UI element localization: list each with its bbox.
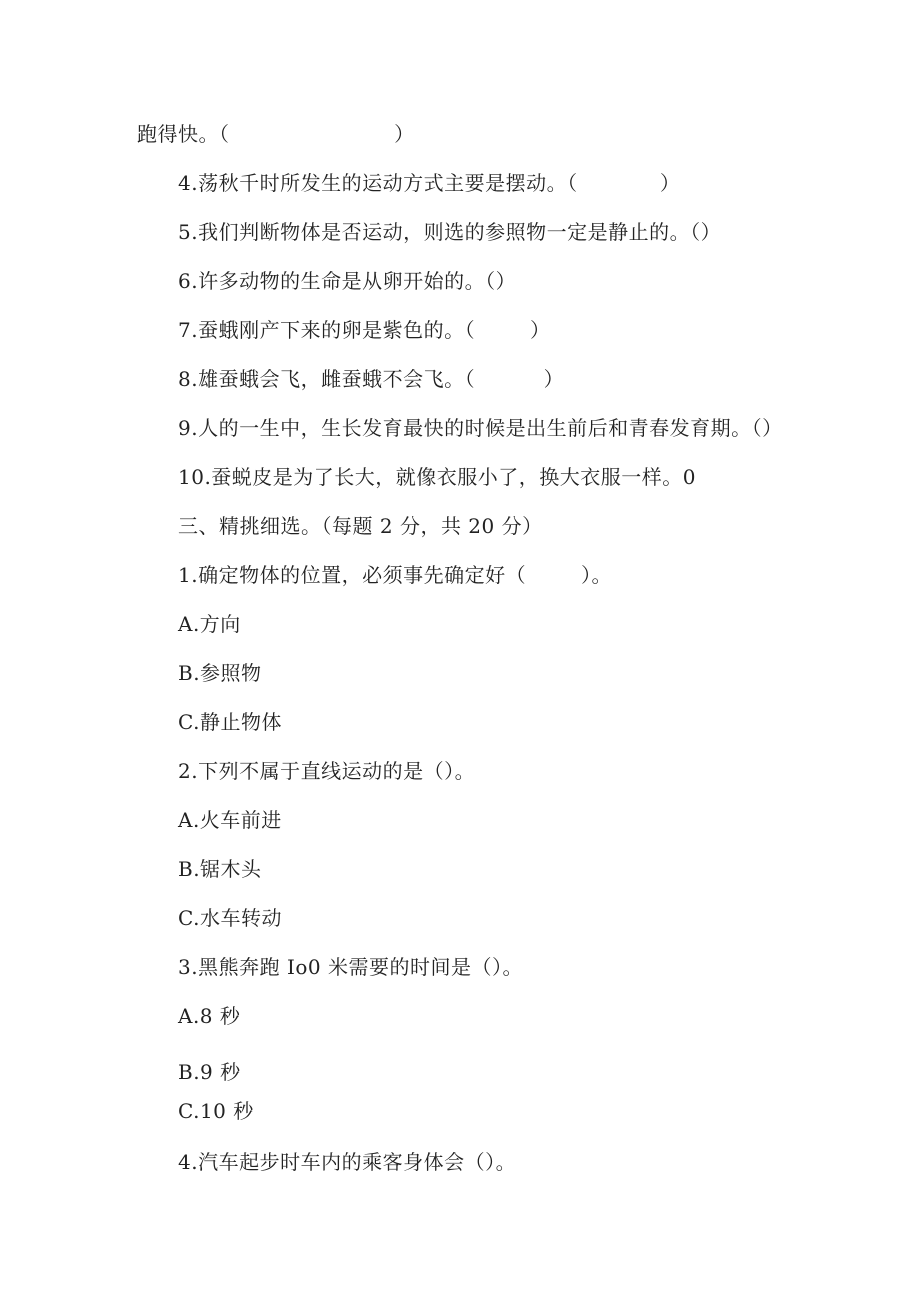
- question-9-judge: 9.人的一生中，生长发育最快的时候是出生前后和青春发育期。（）: [178, 416, 783, 440]
- option-2b: B.锯木头: [178, 857, 262, 881]
- question-7-judge: 7.蚕蛾刚产下来的卵是紫色的。（ ）: [178, 318, 551, 342]
- question-8-judge: 8.雄蚕蛾会飞，雌蚕蛾不会飞。（ ）: [178, 367, 565, 391]
- question-10-judge: 10.蚕蜕皮是为了长大，就像衣服小了，换大衣服一样。0: [178, 465, 697, 489]
- section-heading: 三、精挑细选。（每题 2 分，共 20 分）: [178, 514, 543, 538]
- option-1b: B.参照物: [178, 661, 262, 685]
- option-3b: B.9 秒: [178, 1060, 241, 1084]
- choice-question-2: 2.下列不属于直线运动的是（）。: [178, 759, 476, 783]
- question-5-judge: 5.我们判断物体是否运动，则选的参照物一定是静止的。（）: [178, 220, 722, 244]
- choice-question-1: 1.确定物体的位置，必须事先确定好（ ）。: [178, 563, 612, 587]
- choice-question-4: 4.汽车起步时车内的乘客身体会（）。: [178, 1150, 517, 1174]
- question-4-judge: 4.荡秋千时所发生的运动方式主要是摆动。（ ）: [178, 171, 681, 195]
- option-2c: C.水车转动: [178, 906, 282, 930]
- option-3a: A.8 秒: [178, 1004, 241, 1028]
- question-6-judge: 6.许多动物的生命是从卵开始的。（）: [178, 269, 517, 293]
- choice-question-3: 3.黑熊奔跑 Io0 米需要的时间是（）。: [178, 955, 523, 979]
- option-3c: C.10 秒: [178, 1099, 254, 1123]
- option-1a: A.方向: [178, 612, 241, 636]
- option-1c: C.静止物体: [178, 710, 282, 734]
- option-2a: A.火车前进: [178, 808, 282, 832]
- text-line-1: 跑得快。（ ）: [137, 122, 415, 146]
